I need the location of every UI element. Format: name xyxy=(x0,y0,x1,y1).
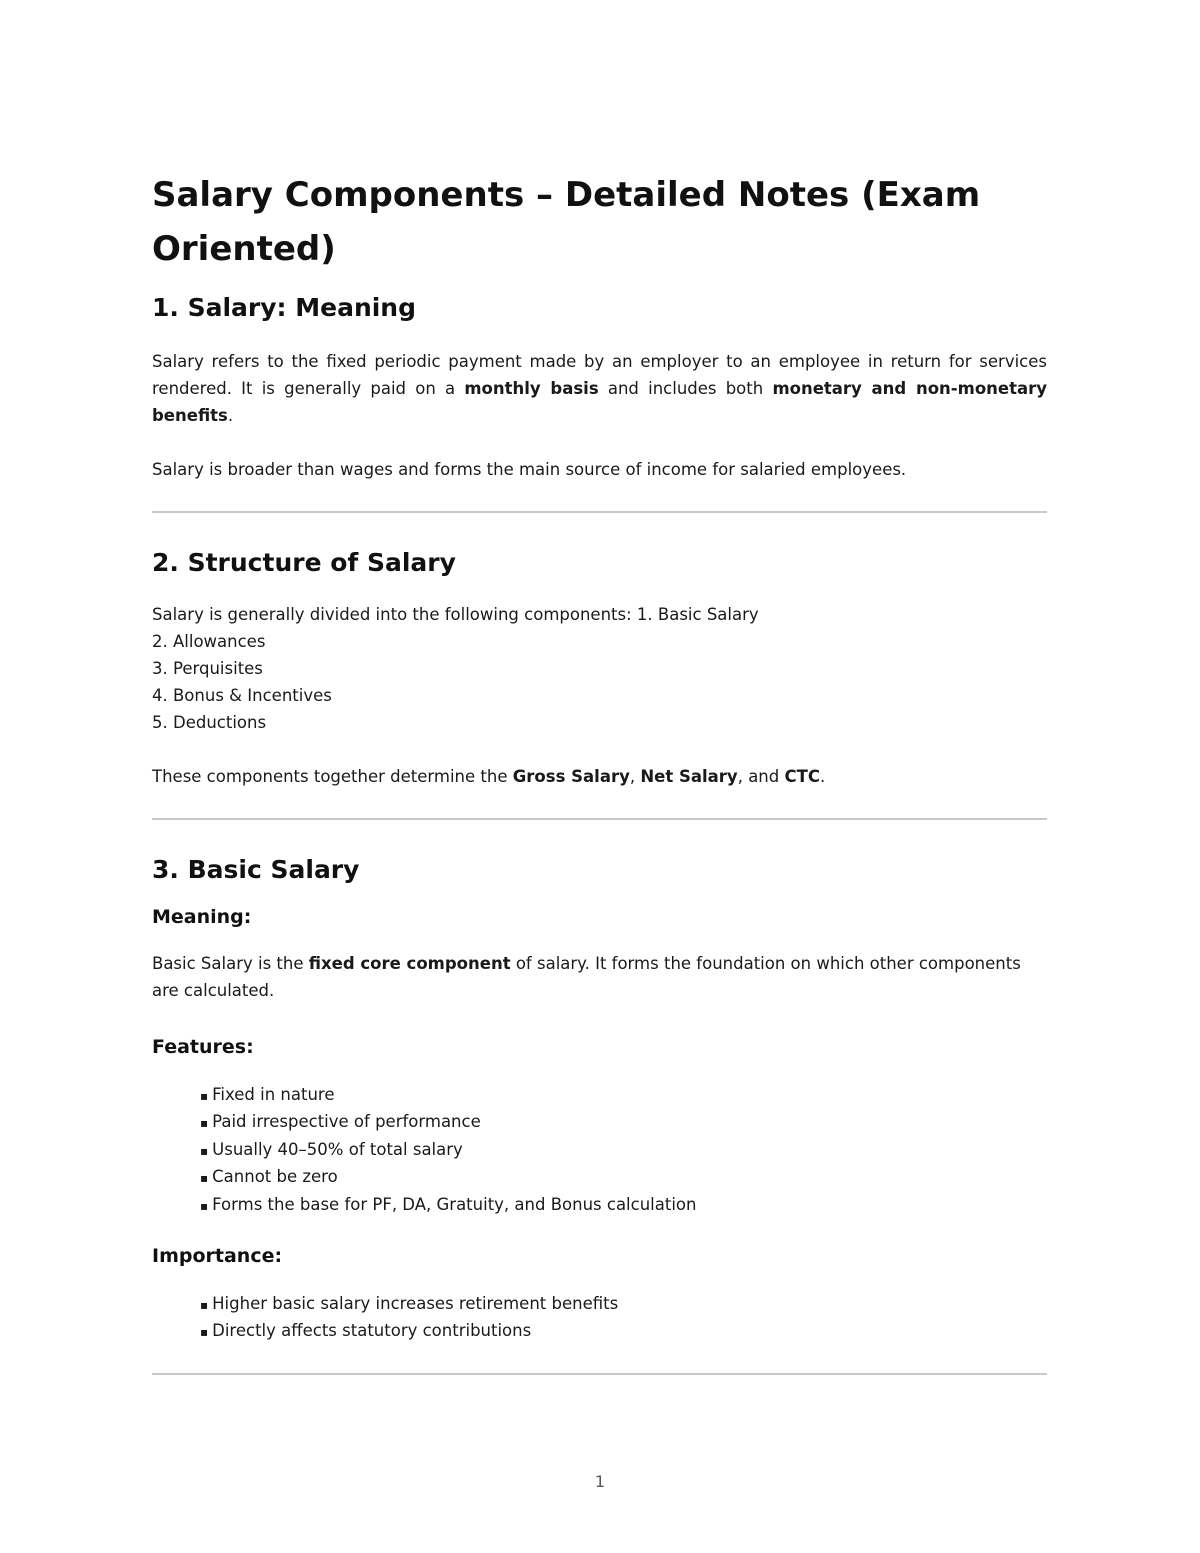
structure-item: 2. Allowances xyxy=(152,632,266,651)
subheading-features: Features: xyxy=(152,1036,254,1058)
section-heading-basic-salary: 3. Basic Salary xyxy=(152,855,360,884)
features-list xyxy=(152,1082,1047,1219)
structure-intro: Salary is generally divided into the following components: 1. Basic Salary xyxy=(152,605,759,624)
structure-summary: These components together determine the Gross Salary, Net Salary, and CTC. xyxy=(152,767,826,786)
subheading-meaning: Meaning: xyxy=(152,906,252,928)
document-page xyxy=(152,168,1047,1375)
structure-item: 4. Bonus & Incentives xyxy=(152,686,332,705)
importance-list xyxy=(152,1291,1047,1346)
subheading-importance: Importance: xyxy=(152,1245,283,1268)
list-item: ▪ Forms the base for PF, DA, Gratuity, and Bonus calculation xyxy=(200,1192,1047,1219)
list-item: ▪ Higher basic salary increases retirement benefits xyxy=(200,1291,1047,1318)
list-item: ▪ Cannot be zero xyxy=(200,1164,1047,1191)
list-item: ▪ Directly affects statutory contributions xyxy=(200,1318,1047,1345)
section-heading-salary-meaning: 1. Salary: Meaning xyxy=(152,293,417,322)
salary-broader-paragraph: Salary is broader than wages and forms the main source of income for salaried employees. xyxy=(152,460,907,479)
basic-salary-meaning: Basic Salary is the fixed core component of salary. It forms the foundation on which other components are calculated. xyxy=(152,954,1021,1000)
divider xyxy=(152,1373,1047,1375)
list-item: ▪ Usually 40–50% of total salary xyxy=(200,1137,1047,1164)
list-item: ▪ Fixed in nature xyxy=(200,1082,1047,1109)
list-item: ▪ Paid irrespective of performance xyxy=(200,1109,1047,1136)
divider xyxy=(152,511,1047,513)
section-heading-structure: 2. Structure of Salary xyxy=(152,548,456,577)
structure-item: 3. Perquisites xyxy=(152,659,263,678)
salary-meaning-paragraph: Salary refers to the fixed periodic payment made by an employer to an employee in return for services rendered. It is generally paid on a monthly basis and includes both monetary and non-monetary benefits. xyxy=(152,352,1048,425)
document-title: Salary Components – Detailed Notes (Exam Oriented) xyxy=(152,175,981,269)
divider xyxy=(152,818,1047,820)
structure-item: 5. Deductions xyxy=(152,713,267,732)
page-number: 1 xyxy=(594,1472,606,1491)
